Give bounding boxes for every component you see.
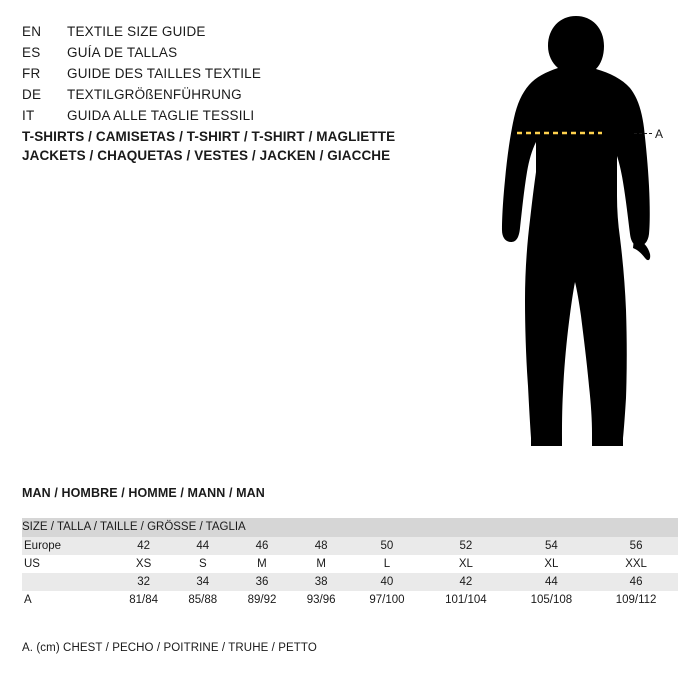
cell: M: [292, 555, 351, 573]
language-row: [22, 45, 442, 66]
cell: 36: [232, 573, 291, 591]
cell: 42: [423, 573, 509, 591]
language-row: [22, 87, 442, 108]
cell: 101/104: [423, 591, 509, 609]
row-label-us: US: [22, 555, 114, 573]
cell: 56: [594, 537, 678, 555]
language-row: [22, 24, 442, 45]
silhouette-svg: [470, 10, 690, 460]
table-header-label: SIZE / TALLA / TAILLE / GRÖSSE / TAGLIA: [22, 518, 678, 537]
table-row: [22, 573, 678, 591]
language-code: FR: [22, 66, 41, 81]
cell: 42: [114, 537, 173, 555]
measurement-footnote: A. (cm) CHEST / PECHO / POITRINE / TRUHE / PETTO: [22, 642, 317, 654]
cell: 105/108: [509, 591, 595, 609]
cell: 32: [114, 573, 173, 591]
cell: 89/92: [232, 591, 291, 609]
gender-label: MAN / HOMBRE / HOMME / MANN / MAN: [22, 486, 265, 500]
language-title: TEXTILE SIZE GUIDE: [67, 24, 206, 39]
cell: 93/96: [292, 591, 351, 609]
language-row: [22, 66, 442, 87]
row-label-us-numeric: [22, 573, 114, 591]
language-code: EN: [22, 24, 42, 39]
table-row: [22, 591, 678, 609]
cell: 46: [232, 537, 291, 555]
size-table: [22, 518, 678, 609]
row-label-chest: A: [22, 591, 114, 609]
cell: 81/84: [114, 591, 173, 609]
table-row: [22, 555, 678, 573]
chest-marker-label: A: [655, 127, 664, 141]
cell: 52: [423, 537, 509, 555]
table-row: [22, 537, 678, 555]
cell: S: [173, 555, 232, 573]
row-label-europe: Europe: [22, 537, 114, 555]
cell: 54: [509, 537, 595, 555]
language-code: ES: [22, 45, 41, 60]
cell: 44: [173, 537, 232, 555]
male-silhouette-figure: [470, 10, 690, 460]
cell: 34: [173, 573, 232, 591]
cell: 48: [292, 537, 351, 555]
language-title: TEXTILGRÖßENFÜHRUNG: [67, 87, 242, 102]
cell: M: [232, 555, 291, 573]
body-shape: [502, 16, 650, 446]
cell: 40: [351, 573, 423, 591]
cell: 109/112: [594, 591, 678, 609]
cell: 97/100: [351, 591, 423, 609]
cell: L: [351, 555, 423, 573]
language-code: IT: [22, 108, 35, 123]
cell: 85/88: [173, 591, 232, 609]
garment-line-jackets: JACKETS / CHAQUETAS / VESTES / JACKEN / GIACCHE: [22, 148, 391, 163]
cell: 44: [509, 573, 595, 591]
language-title: GUIDE DES TAILLES TEXTILE: [67, 66, 262, 81]
language-title: GUÍA DE TALLAS: [67, 45, 178, 60]
cell: 46: [594, 573, 678, 591]
cell: XS: [114, 555, 173, 573]
cell: XL: [509, 555, 595, 573]
cell: XXL: [594, 555, 678, 573]
garment-type-block: [22, 127, 452, 165]
table-header-row: [22, 518, 678, 537]
cell: XL: [423, 555, 509, 573]
language-title: GUIDA ALLE TAGLIE TESSILI: [67, 108, 255, 123]
cell: 50: [351, 537, 423, 555]
garment-line-tshirts: T-SHIRTS / CAMISETAS / T-SHIRT / T-SHIRT / MAGLIETTE: [22, 129, 396, 144]
language-code: DE: [22, 87, 42, 102]
cell: 38: [292, 573, 351, 591]
language-row: [22, 108, 442, 129]
marker-leader-line: [634, 133, 652, 134]
language-title-block: [22, 24, 442, 129]
